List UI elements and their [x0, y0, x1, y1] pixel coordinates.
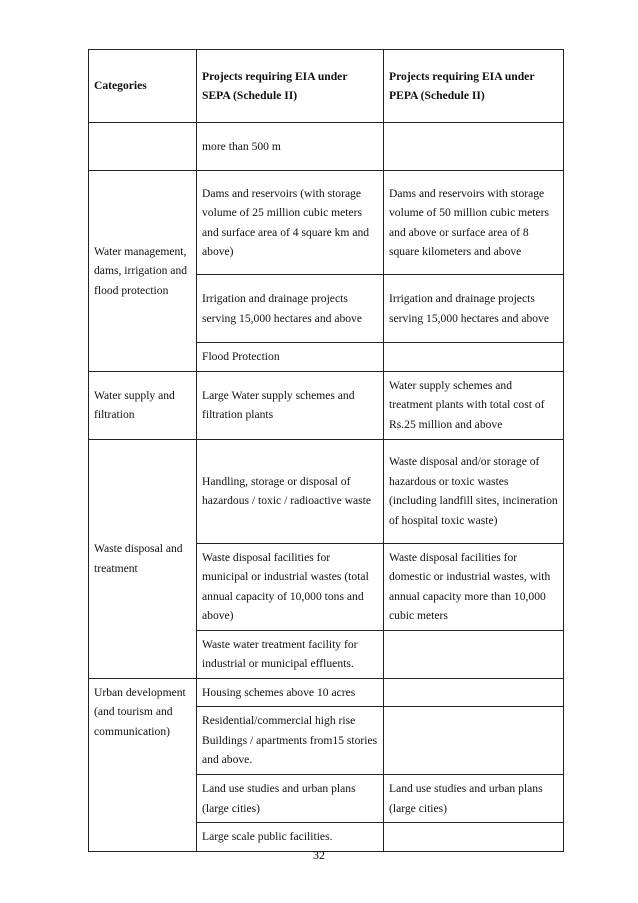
- eia-table: [88, 49, 564, 852]
- sepa-cell: Waste disposal facilities for municipal or industrial wastes (total annual capacity of 10,000 tons and above): [197, 543, 384, 630]
- category-cell-empty: [89, 123, 197, 171]
- category-water-management: Water management, dams, irrigation and flood protection: [89, 171, 197, 372]
- sepa-cell: Large Water supply schemes and filtration plants: [197, 371, 384, 439]
- page-number: 32: [313, 848, 325, 862]
- pepa-cell: Dams and reservoirs with storage volume of 50 million cubic meters and above or surface area of 8 square kilometers and above: [384, 171, 564, 275]
- pepa-cell: Land use studies and urban plans (large cities): [384, 775, 564, 823]
- table-header-row: [89, 50, 564, 123]
- pepa-cell: [384, 630, 564, 678]
- table-row: [89, 123, 564, 171]
- table-row: [89, 371, 564, 439]
- category-water-supply: Water supply and filtration: [89, 371, 197, 439]
- pepa-cell: Waste disposal facilities for domestic or industrial wastes, with annual capacity more than 10,000 cubic meters: [384, 543, 564, 630]
- category-urban-development: Urban development (and tourism and communication): [89, 678, 197, 851]
- pepa-cell: [384, 343, 564, 372]
- pepa-cell: Water supply schemes and treatment plants with total cost of Rs.25 million and above: [384, 371, 564, 439]
- pepa-cell: Irrigation and drainage projects serving 15,000 hectares and above: [384, 275, 564, 343]
- table-row: [89, 678, 564, 707]
- pepa-cell: [384, 123, 564, 171]
- header-categories: Categories: [89, 50, 197, 123]
- pepa-cell: [384, 678, 564, 707]
- category-waste-disposal: Waste disposal and treatment: [89, 439, 197, 678]
- sepa-cell: Handling, storage or disposal of hazardous / toxic / radioactive waste: [197, 439, 384, 543]
- sepa-cell: Flood Protection: [197, 343, 384, 372]
- sepa-cell: Land use studies and urban plans (large cities): [197, 775, 384, 823]
- sepa-cell: Waste water treatment facility for industrial or municipal effluents.: [197, 630, 384, 678]
- sepa-cell: Large scale public facilities.: [197, 823, 384, 852]
- table-row: [89, 439, 564, 543]
- sepa-cell: Irrigation and drainage projects serving 15,000 hectares and above: [197, 275, 384, 343]
- pepa-cell: Waste disposal and/or storage of hazardous or toxic wastes (including landfill sites, incineration of hospital toxic waste): [384, 439, 564, 543]
- header-pepa: Projects requiring EIA under PEPA (Schedule II): [384, 50, 564, 123]
- sepa-cell: Residential/commercial high rise Buildings / apartments from15 stories and above.: [197, 707, 384, 775]
- sepa-cell: Dams and reservoirs (with storage volume of 25 million cubic meters and surface area of 4 square km and above): [197, 171, 384, 275]
- pepa-cell: [384, 823, 564, 852]
- header-sepa: Projects requiring EIA under SEPA (Schedule II): [197, 50, 384, 123]
- sepa-cell: more than 500 m: [197, 123, 384, 171]
- table-row: [89, 171, 564, 275]
- pepa-cell: [384, 707, 564, 775]
- sepa-cell: Housing schemes above 10 acres: [197, 678, 384, 707]
